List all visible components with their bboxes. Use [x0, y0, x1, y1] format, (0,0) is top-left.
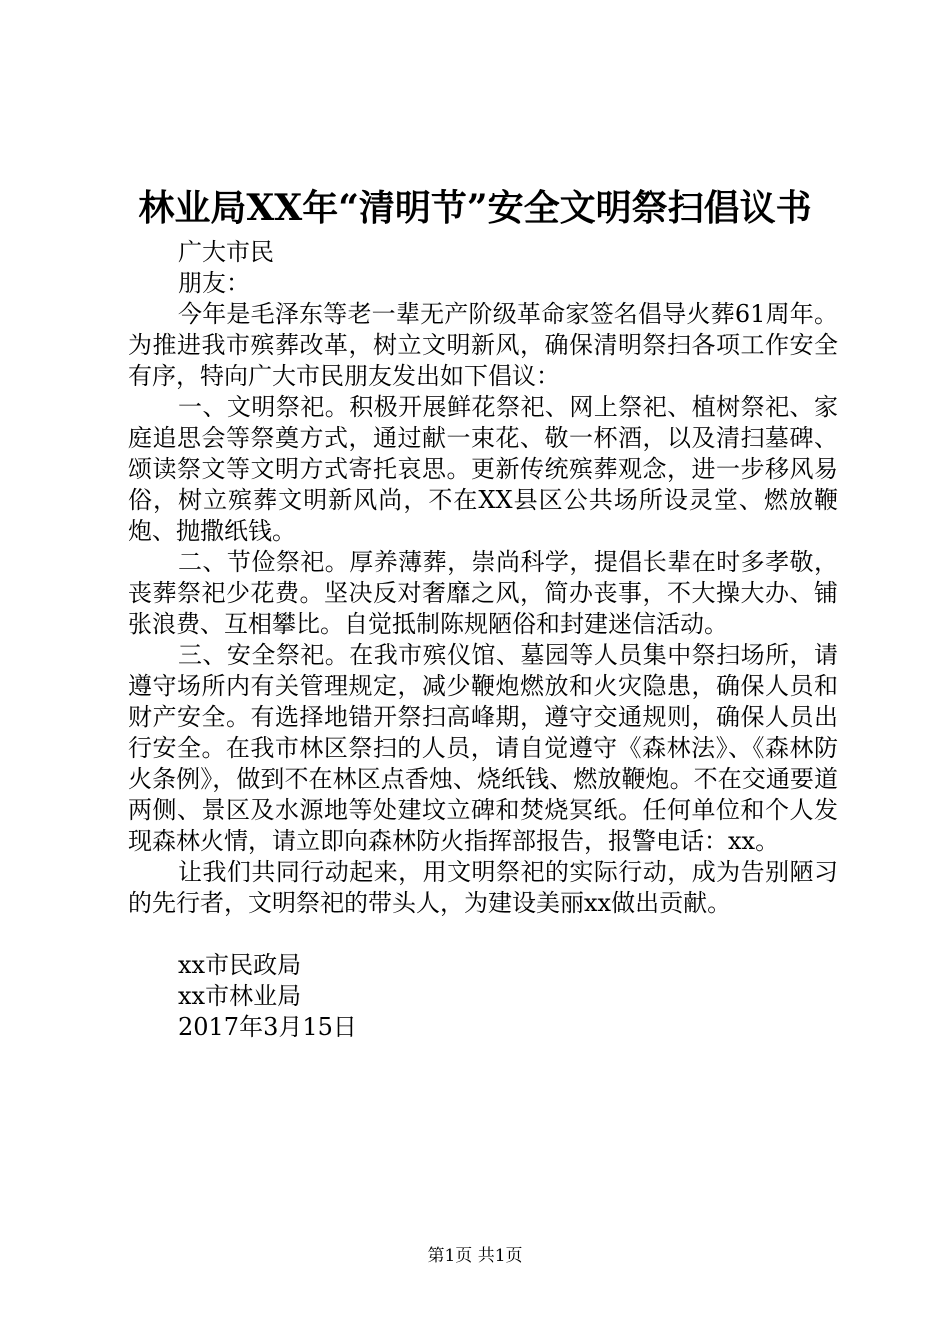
paragraph-intro: 今年是毛泽东等老一辈无产阶级革命家签名倡导火葬61周年。为推进我市殡葬改革，树立文明新风，确保清明祭扫各项工作安全有序，特向广大市民朋友发出如下倡议：: [128, 300, 838, 390]
paragraph-safe-sacrifice: 三、安全祭祀。在我市殡仪馆、墓园等人员集中祭扫场所，请遵守场所内有关管理规定，减少鞭炮燃放和火灾隐患，确保人员和财产安全。有选择地错开祭扫高峰期，遵守交通规则，确保人员出行安全。在我市林区祭扫的人员，请自觉遵守《森林法》、《森林防火条例》，做到不在林区点香烛、烧纸钱、燃放鞭炮。不在交通要道两侧、景区及水源地等处建坟立碑和焚烧冥纸。任何单位和个人发现森林火情，请立即向森林防火指挥部报告，报警电话：xx。: [128, 641, 838, 855]
signatory-civil-affairs: xx市民政局: [178, 951, 302, 979]
paragraph-closing: 让我们共同行动起来，用文明祭祀的实际行动，成为告别陋习的先行者，文明祭祀的带头人，为建设美丽xx做出贡献。: [128, 858, 838, 917]
paragraph-frugal-sacrifice: 二、节俭祭祀。厚养薄葬，崇尚科学，提倡长辈在时多孝敬，丧葬祭祀少花费。坚决反对奢靡之风，简办丧事，不大操大办、铺张浪费、互相攀比。自觉抵制陈规陋俗和封建迷信活动。: [128, 548, 838, 638]
salutation-line-2: 朋友：: [178, 269, 250, 297]
document-title: 林业局XX年“清明节”安全文明祭扫倡议书: [138, 187, 812, 229]
page-footer: 第1页 共1页: [427, 1246, 523, 1266]
document-body: [128, 237, 838, 1043]
signature-block: [128, 950, 838, 1043]
paragraph-civilized-sacrifice: 一、文明祭祀。积极开展鲜花祭祀、网上祭祀、植树祭祀、家庭追思会等祭奠方式，通过献一束花、敬一杯酒，以及清扫墓碑、颂读祭文等文明方式寄托哀思。更新传统殡葬观念，进一步移风易俗，树立殡葬文明新风尚，不在XX县区公共场所设灵堂、燃放鞭炮、抛撒纸钱。: [128, 393, 838, 545]
salutation-line-1: 广大市民: [178, 238, 274, 266]
signatory-forestry: xx市林业局: [178, 982, 302, 1010]
document-date: 2017年3月15日: [178, 1013, 357, 1041]
